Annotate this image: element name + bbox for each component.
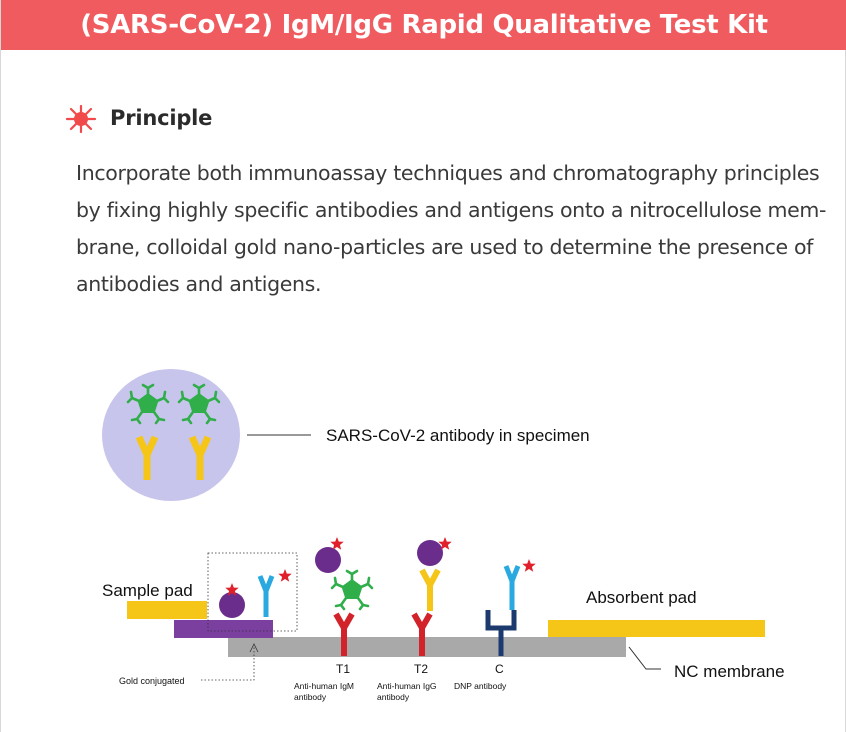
gold-particle xyxy=(219,592,245,618)
paragraph-line: Incorporate both immunoassay techniques and chromatography principles xyxy=(76,161,820,185)
nc-membrane-label: NC membrane xyxy=(674,662,785,681)
paragraph-line: antibodies and antigens. xyxy=(76,272,322,296)
label-star-icon xyxy=(278,569,291,582)
nc-membrane-pointer xyxy=(629,647,661,669)
nc-membrane xyxy=(228,637,626,657)
t2-desc: antibody xyxy=(377,692,410,702)
gold-particle xyxy=(417,540,443,566)
paragraph-line: by fixing highly specific antibodies and antigens onto a nitrocellulose mem- xyxy=(76,198,827,222)
sample-pad xyxy=(127,601,207,619)
t1-desc: antibody xyxy=(294,692,327,702)
paragraph-line: brane, colloidal gold nano-particles are used to determine the presence of xyxy=(76,235,814,259)
conjugate-antibody-icon xyxy=(506,566,518,610)
t1-label: T1 xyxy=(336,662,351,676)
specimen-label: SARS-CoV-2 antibody in specimen xyxy=(326,426,590,445)
t1-desc: Anti-human IgM xyxy=(294,681,354,691)
t2-label: T2 xyxy=(414,662,429,676)
c-desc: DNP antibody xyxy=(454,681,507,691)
sample-pad-label: Sample pad xyxy=(102,581,193,600)
specimen-circle xyxy=(102,369,240,501)
absorbent-pad-label: Absorbent pad xyxy=(586,588,697,607)
page-title-banner: (SARS-CoV-2) IgM/IgG Rapid Qualitative Test Kit xyxy=(1,0,846,50)
specimen-antibody-icon xyxy=(422,570,438,611)
test-strip-diagram xyxy=(1,0,846,732)
conjugate-pad xyxy=(174,620,273,638)
absorbent-pad xyxy=(548,620,765,637)
label-star-icon xyxy=(522,559,535,572)
gold-conjugated-label: Gold conjugated xyxy=(119,676,185,686)
conjugate-antibody-icon xyxy=(260,576,272,617)
c-label: C xyxy=(495,662,504,676)
t2-desc: Anti-human IgG xyxy=(377,681,437,691)
gold-particle xyxy=(315,547,341,573)
virus-antigen-icon xyxy=(332,571,372,609)
section-title: Principle xyxy=(110,106,213,130)
gold-conjugate-box xyxy=(208,553,297,631)
